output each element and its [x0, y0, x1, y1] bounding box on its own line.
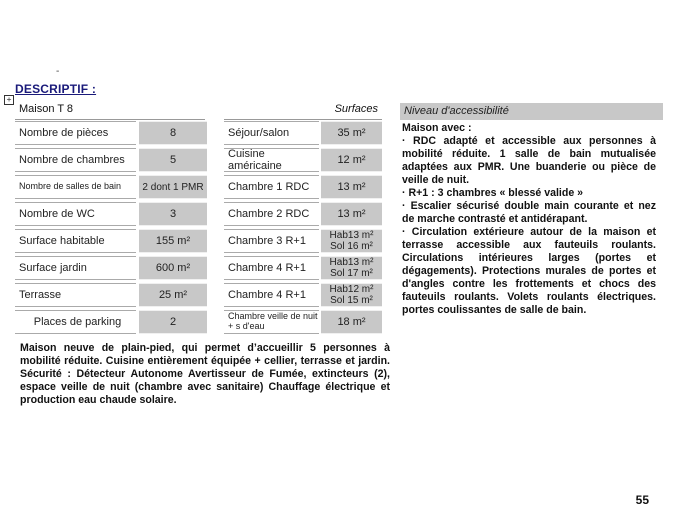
- right-table-row-5-label: Chambre 3 R+1: [224, 229, 319, 253]
- right-table-row-1-value: 35 m²: [321, 121, 382, 145]
- right-table-row-5-value: Hab13 m² Sol 16 m²: [321, 229, 382, 253]
- right-table-row-2-label: Cuisine américaine: [224, 148, 319, 172]
- left-table-row-4-value: 3: [139, 202, 207, 226]
- right-table-row-2-value: 12 m²: [321, 148, 382, 172]
- right-table-header: Surfaces: [224, 103, 382, 120]
- left-table-row-1-value: 8: [139, 121, 207, 145]
- left-table-row-8-value: 2: [139, 310, 207, 334]
- right-table-row-6-label: Chambre 4 R+1: [224, 256, 319, 280]
- accessibility-item-1: · RDC adapté et accessible aux personnes à mobilité réduite. 1 salle de bain mutualisée adaptées aux PMR. Une buanderie ou pièce de veille de nuit.: [402, 135, 656, 186]
- left-table-row-1-label: Nombre de pièces: [15, 121, 136, 145]
- description-paragraph: Maison neuve de plain-pied, qui permet d’accueillir 5 personnes à mobilité réduite. Cuisine entièrement équipée + cellier, terrasse et jardin. Sécurité : Détecteur Autonome Avertisseur de Fumée, extincteurs (2), espace veille de nuit (chambre avec sanitaire) Chauffage électrique et production eau chaude solaire.: [20, 342, 390, 406]
- right-table-row-6-value: Hab13 m² Sol 17 m²: [321, 256, 382, 280]
- left-table-row-5-label: Surface habitable: [15, 229, 136, 253]
- left-table-row-6-label: Surface jardin: [15, 256, 136, 280]
- accessibility-intro: Maison avec :: [402, 122, 472, 134]
- left-table-row-7-label: Terrasse: [15, 283, 136, 307]
- accessibility-item-2: · R+1 : 3 chambres « blessé valide »: [402, 187, 584, 199]
- right-table-row-3-label: Chambre 1 RDC: [224, 175, 319, 199]
- page-heading: DESCRIPTIF :: [15, 82, 97, 96]
- left-table-row-2-value: 5: [139, 148, 207, 172]
- left-table-row-7-value: 25 m²: [139, 283, 207, 307]
- right-table-row-8-label: Chambre veille de nuit + s d'eau: [224, 310, 319, 334]
- right-table-row-4-label: Chambre 2 RDC: [224, 202, 319, 226]
- left-table-row-3-value: 2 dont 1 PMR: [139, 175, 207, 199]
- right-table-row-8-value: 18 m²: [321, 310, 382, 334]
- left-table-header: Maison T 8: [15, 103, 205, 120]
- left-table-row-5-value: 155 m²: [139, 229, 207, 253]
- left-table-row-3-label: Nombre de salles de bain: [15, 175, 136, 199]
- accessibility-header: Niveau d'accessibilité: [400, 103, 663, 120]
- left-table-row-8-label: Places de parking: [15, 310, 136, 334]
- left-table-row-4-label: Nombre de WC: [15, 202, 136, 226]
- accessibility-item-3: · Escalier sécurisé double main courante et nez de marche contrasté et antidérapant.: [402, 200, 656, 225]
- right-table-row-1-label: Séjour/salon: [224, 121, 319, 145]
- expand-icon[interactable]: +: [4, 95, 14, 105]
- left-table-row-2-label: Nombre de chambres: [15, 148, 136, 172]
- decorative-dash: -: [56, 66, 60, 77]
- right-table-row-3-value: 13 m²: [321, 175, 382, 199]
- right-table-row-7-value: Hab12 m² Sol 15 m²: [321, 283, 382, 307]
- accessibility-item-4: · Circulation extérieure autour de la maison et terrasse accessible aux fauteuils roulants. Circulations intérieures larges (portes et dégagements). Protections murales de portes et d'angles contre les frottements et chocs des fauteuils roulants. Volets roulants électriques. portes coulissantes de salle de bain.: [402, 226, 656, 316]
- accessibility-body: [402, 122, 656, 317]
- page-number: 55: [635, 493, 649, 507]
- left-table-row-6-value: 600 m²: [139, 256, 207, 280]
- right-table-row-7-label: Chambre 4 R+1: [224, 283, 319, 307]
- right-table-row-4-value: 13 m²: [321, 202, 382, 226]
